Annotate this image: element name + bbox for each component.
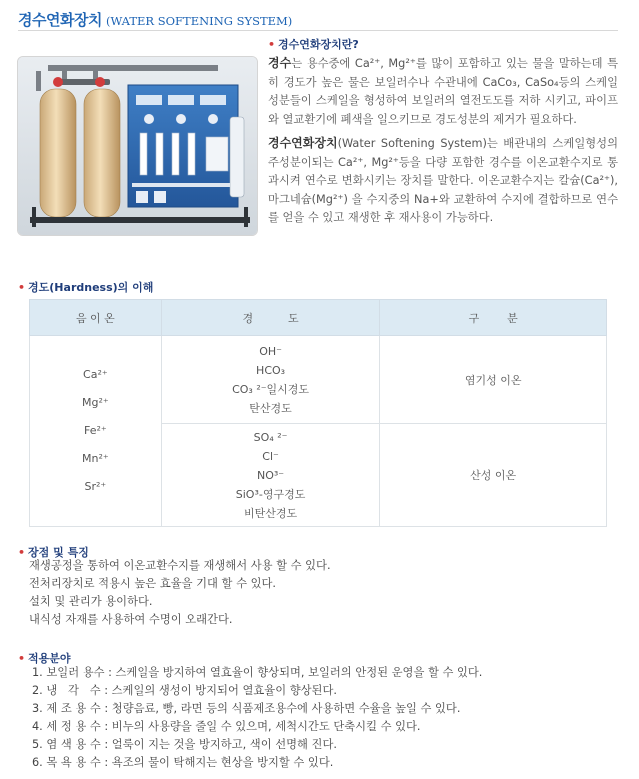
table-header-category: 구 분: [380, 300, 607, 336]
list-item: 1. 보일러 용수 : 스케일을 방지하여 열효율이 향상되며, 보일러의 안정된 운영을 할 수 있다.: [32, 666, 483, 679]
page-title-ko: 경수연화장치: [18, 11, 102, 29]
list-item: 5. 염 색 용 수 : 얼룩이 지는 것을 방지하고, 색이 선명해 진다.: [32, 738, 337, 751]
intro-paragraph-1: 경수는 용수중에 Ca²⁺, Mg²⁺를 많이 포함하고 있는 물을 말하는데 특히 경도가 높은 물은 보일러수나 수관내에 CaCo₃, CaSo₄등의 스케일성분들이 스케일을 형성하여 보일러의 열전도도를 저하 시키고, 파이프와 열교환기에 폐색을 일으키므로 경도성분의 제거가 필요하다.: [268, 56, 618, 126]
bullet-icon: •: [18, 281, 26, 294]
ion-item: Mn²⁺: [82, 452, 109, 465]
ion-item: Fe²⁺: [84, 424, 107, 437]
applications-heading: • 적용분야: [18, 652, 71, 665]
list-item: 6. 목 욕 용 수 : 욕조의 물이 탁해지는 현상을 방지할 수 있다.: [32, 756, 334, 769]
table-header-row: [30, 300, 607, 336]
list-item: 2. 냉 각 수 : 스케일의 생성이 방지되어 열효율이 향상된다.: [32, 684, 337, 697]
table-row: [30, 336, 607, 424]
intro-section: [268, 37, 618, 228]
intro-heading: • 경수연화장치란?: [268, 38, 359, 51]
ion-item: Sr²⁺: [84, 480, 107, 493]
title-divider: [18, 30, 618, 31]
ion-item: Ca²⁺: [83, 368, 108, 381]
bullet-icon: •: [18, 546, 26, 559]
hardness-heading: • 경도(Hardness)의 이해: [18, 281, 154, 294]
ion-list-cell: [30, 336, 162, 527]
list-item: 재생공정을 통하여 이온교환수지를 재생해서 사용 할 수 있다.: [29, 559, 331, 572]
ion-item: Mg²⁺: [82, 396, 109, 409]
bullet-icon: •: [18, 652, 26, 665]
table-header-hardness: 경 도: [161, 300, 380, 336]
hardness-table: [29, 299, 607, 527]
list-item: 설치 및 관리가 용이하다.: [29, 595, 153, 608]
list-item: 3. 제 조 용 수 : 청량음료, 빵, 라면 등의 식품제조용수에 사용하면 수율을 높일 수 있다.: [32, 702, 461, 715]
list-item: 내식성 자재를 사용하여 수명이 오래간다.: [29, 613, 233, 626]
basic-ion-label: 염기성 이온: [380, 336, 607, 424]
water-softener-illustration: [18, 57, 258, 236]
list-item: 4. 세 정 용 수 : 비누의 사용량을 줄일 수 있으며, 세척시간도 단축시킬 수 있다.: [32, 720, 421, 733]
product-photo: [17, 56, 258, 236]
page-title-en: (WATER SOFTENING SYSTEM): [105, 14, 293, 28]
permanent-hardness-cell: SO₄ ²⁻ Cl⁻ NO³⁻ SiO³-영구경도 비탄산경도: [161, 424, 380, 527]
bullet-icon: •: [268, 38, 276, 51]
features-heading: • 장점 및 특징: [18, 546, 89, 559]
page-title: [18, 9, 292, 30]
list-item: 전처리장치로 적용시 높은 효율을 기대 할 수 있다.: [29, 577, 276, 590]
temporary-hardness-cell: OH⁻ HCO₃ CO₃ ²⁻일시경도 탄산경도: [161, 336, 380, 424]
table-header-ion: 음 이 온: [30, 300, 162, 336]
applications-list: [32, 664, 482, 772]
acidic-ion-label: 산성 이온: [380, 424, 607, 527]
intro-paragraph-2: 경수연화장치(Water Softening System)는 배관내의 스케일형성의 주성분이되는 Ca²⁺, Mg²⁺등을 다량 포함한 경수를 이온교환수지로 통과시켜 연수로 변화시키는 장치를 말한다. 이온교환수지는 칼슘(Ca²⁺), 마그네슘(Mg²⁺) 을 수지중의 Na+와 교환하여 수지에 결합하므로 연수를 얻을 수 있고 재생한 후 재사용이 가능하다.: [268, 136, 618, 224]
features-list: [29, 557, 331, 629]
